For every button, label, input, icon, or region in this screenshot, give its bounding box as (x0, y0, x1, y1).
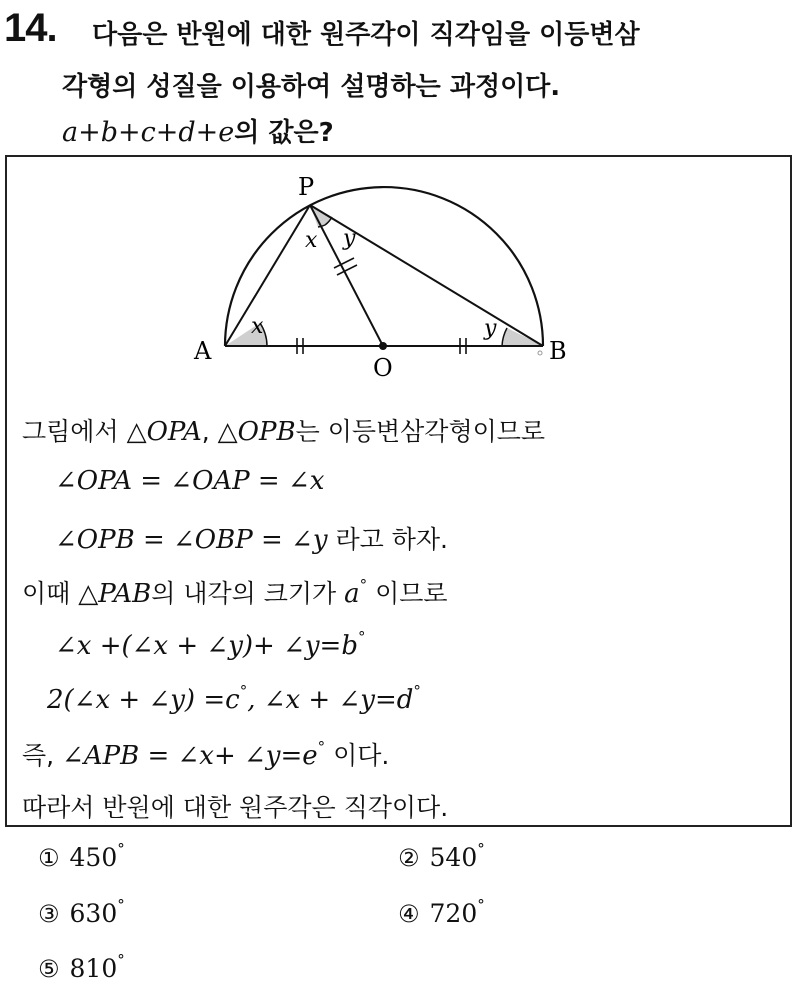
choice-1[interactable] (38, 840, 125, 872)
equation-double: 2(∠x + ∠y) =c (47, 685, 240, 715)
choice-2-mark: ② (398, 844, 420, 872)
choice-3-value: 630 (69, 899, 118, 928)
explanation-box (5, 155, 792, 827)
proof-l3-tail: 라고 하자. (327, 525, 448, 554)
label-b: B (549, 337, 567, 365)
degree-mark: ° (413, 682, 421, 700)
proof-l4-mid: 의 내각의 크기가 (151, 579, 345, 608)
proof-line-8: 따라서 반원에 대한 원주각은 직각이다. (22, 793, 449, 822)
semicircle-diagram (7, 157, 794, 397)
angle-label-x-bottom: x (251, 314, 264, 339)
triangle-opa: OPA (146, 417, 202, 447)
proof-l4-tail: 이므로 (367, 579, 448, 608)
choice-4-value: 720 (429, 899, 478, 928)
proof-line-2 (55, 466, 324, 496)
triangle-pab: △PAB (78, 579, 152, 609)
equation-apb: ∠APB = ∠x+ ∠y=e (62, 741, 318, 771)
choice-5-mark: ⑤ (38, 955, 60, 983)
proof-line-4 (22, 574, 448, 610)
proof-l7-tail: 이다. (325, 741, 390, 770)
degree-mark: ° (239, 682, 248, 700)
proof-l4-intro: 이때 (22, 579, 79, 608)
angle-label-y-top: y (343, 226, 356, 251)
sum-expression: a+b+c+d+e (62, 117, 235, 148)
proof-line-6 (47, 682, 421, 715)
question-text-line3 (62, 112, 334, 149)
choice-5-value: 810 (69, 954, 118, 983)
segment-ap (225, 205, 310, 346)
choice-1-value: 450 (69, 843, 118, 872)
choice-3-mark: ③ (38, 900, 60, 928)
choice-5[interactable] (38, 951, 125, 983)
endpoint-b-dot (538, 351, 542, 355)
question-text-line2: 각형의 성질을 이용하여 설명하는 과정이다. (62, 72, 561, 102)
equation-opa: ∠OPA = ∠OAP = ∠x (55, 466, 325, 496)
degree-mark: ° (117, 896, 125, 914)
comma: , (201, 417, 218, 446)
equation-single: , ∠x + ∠y=d (247, 685, 414, 715)
label-p: P (298, 173, 315, 201)
tick-po-2 (337, 265, 357, 275)
degree-mark: ° (477, 896, 485, 914)
degree-mark: ° (359, 576, 368, 594)
tick-po-1 (334, 258, 354, 268)
degree-mark: ° (117, 951, 125, 969)
center-point-o (379, 342, 387, 350)
equation-angle-sum: ∠x +(∠x + ∠y)+ ∠y=b (55, 631, 358, 661)
choice-2-value: 540 (429, 843, 478, 872)
proof-line-7 (22, 736, 389, 772)
blank-a: a (344, 579, 360, 609)
choice-1-mark: ① (38, 844, 60, 872)
label-o: O (373, 354, 393, 382)
proof-line-3 (55, 520, 448, 556)
choice-2[interactable] (398, 840, 485, 872)
degree-mark: ° (357, 628, 366, 646)
choice-3[interactable] (38, 896, 125, 928)
proof-line-5 (55, 628, 365, 661)
degree-mark: ° (477, 840, 485, 858)
choice-4-mark: ④ (398, 900, 420, 928)
label-a: A (194, 337, 212, 365)
triangle-opb: OPB (237, 417, 296, 447)
choice-4[interactable] (398, 896, 485, 928)
question-text-line1: 다음은 반원에 대한 원주각이 직각임을 이등변삼 (92, 20, 640, 50)
question-number: 14. (4, 6, 57, 50)
angle-label-y-bottom: y (484, 316, 497, 341)
proof-l1-tail: 는 이등변삼각형이므로 (295, 417, 546, 446)
proof-l7-intro: 즉, (22, 741, 63, 770)
angle-label-x-top: x (305, 228, 318, 253)
question-ask: 의 값은? (234, 118, 334, 148)
proof-line-1 (22, 412, 545, 448)
equation-opb: ∠OPB = ∠OBP = ∠y (55, 525, 328, 555)
proof-l1-intro: 그림에서 (22, 417, 127, 446)
triangle-symbol: △ (217, 417, 238, 447)
degree-mark: ° (317, 738, 326, 756)
degree-mark: ° (117, 840, 125, 858)
triangle-symbol: △ (126, 417, 147, 447)
